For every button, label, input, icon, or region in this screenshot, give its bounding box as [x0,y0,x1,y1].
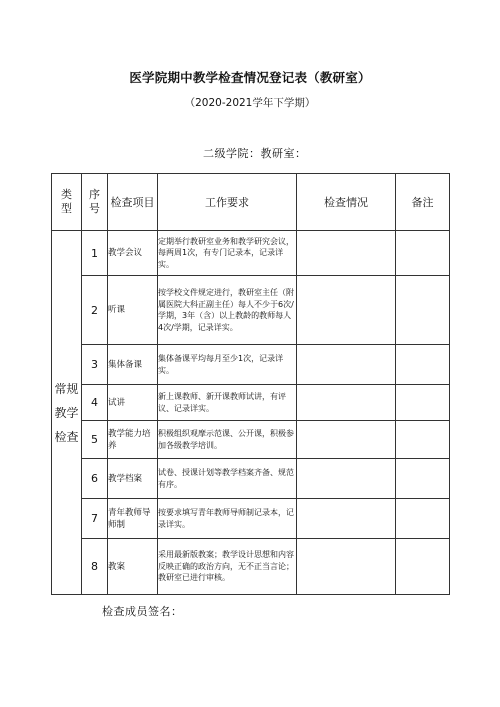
row-status[interactable] [297,499,396,539]
row-status[interactable] [297,385,396,421]
row-item: 教案 [108,539,158,595]
row-number: 5 [82,421,108,459]
row-requirement: 采用最新版教案；教学设计思想和内容反映正确的政治方向，无不正当言论；教研室已进行审核。 [158,539,297,595]
row-remark[interactable] [396,385,450,421]
table-row [52,385,450,421]
row-number: 3 [82,345,108,385]
row-status[interactable] [297,276,396,345]
row-requirement: 按学校文件规定进行，教研室主任（附属医院大科正副主任）每人不少于6次/学期，3年（含）以上教龄的教师每人4次/学期，记录详实。 [158,276,297,345]
row-item: 青年教师导师制 [108,499,158,539]
row-item: 教学会议 [108,231,158,276]
row-item: 教学档案 [108,459,158,499]
table-header-row [52,174,450,231]
row-remark[interactable] [396,539,450,595]
row-number: 7 [82,499,108,539]
row-status[interactable] [297,345,396,385]
table-row [52,231,450,276]
row-item: 教学能力培养 [108,421,158,459]
row-remark[interactable] [396,345,450,385]
row-item: 集体备课 [108,345,158,385]
row-item: 听课 [108,276,158,345]
row-remark[interactable] [396,231,450,276]
document-subtitle: （2020-2021学年下学期） [184,97,316,109]
table-row [52,459,450,499]
row-status[interactable] [297,539,396,595]
row-requirement: 积极组织观摩示范课、公开课，积极参加各级教学培训。 [158,421,297,459]
header-item: 检查项目 [108,174,158,231]
table-row [52,276,450,345]
header-type: 类 型 [52,174,82,231]
row-requirement: 试卷、授课计划等教学档案齐备、规范有序。 [158,459,297,499]
table-row [52,499,450,539]
row-status[interactable] [297,421,396,459]
row-remark[interactable] [396,459,450,499]
inspection-table [51,173,450,595]
row-number: 6 [82,459,108,499]
row-status[interactable] [297,231,396,276]
row-remark[interactable] [396,499,450,539]
table-row [52,345,450,385]
row-requirement: 集体备课平均每月至少1次，记录详实。 [158,345,297,385]
row-remark[interactable] [396,421,450,459]
row-remark[interactable] [396,276,450,345]
row-number: 8 [82,539,108,595]
table-row [52,539,450,595]
row-item: 试讲 [108,385,158,421]
header-requirement: 工作要求 [158,174,297,231]
row-status[interactable] [297,459,396,499]
signature-label: 检查成员签名： [102,605,183,618]
college-line: 二级学院：教研室： [203,147,307,160]
document-title: 医学院期中教学检查情况登记表（教研室） [129,70,371,85]
header-status: 检查情况 [297,174,396,231]
header-remark: 备注 [396,174,450,231]
row-requirement: 定期举行教研室业务和教学研究会议，每两周1次，有专门记录本，记录详实。 [158,231,297,276]
table-row [52,421,450,459]
category-cell: 常规 教学 检查 [52,231,82,595]
row-requirement: 新上课教师、新开课教师试讲，有评议、记录详实。 [158,385,297,421]
row-number: 1 [82,231,108,276]
header-number: 序 号 [82,174,108,231]
row-requirement: 按要求填写青年教师导师制记录本，记录详实。 [158,499,297,539]
row-number: 2 [82,276,108,345]
row-number: 4 [82,385,108,421]
